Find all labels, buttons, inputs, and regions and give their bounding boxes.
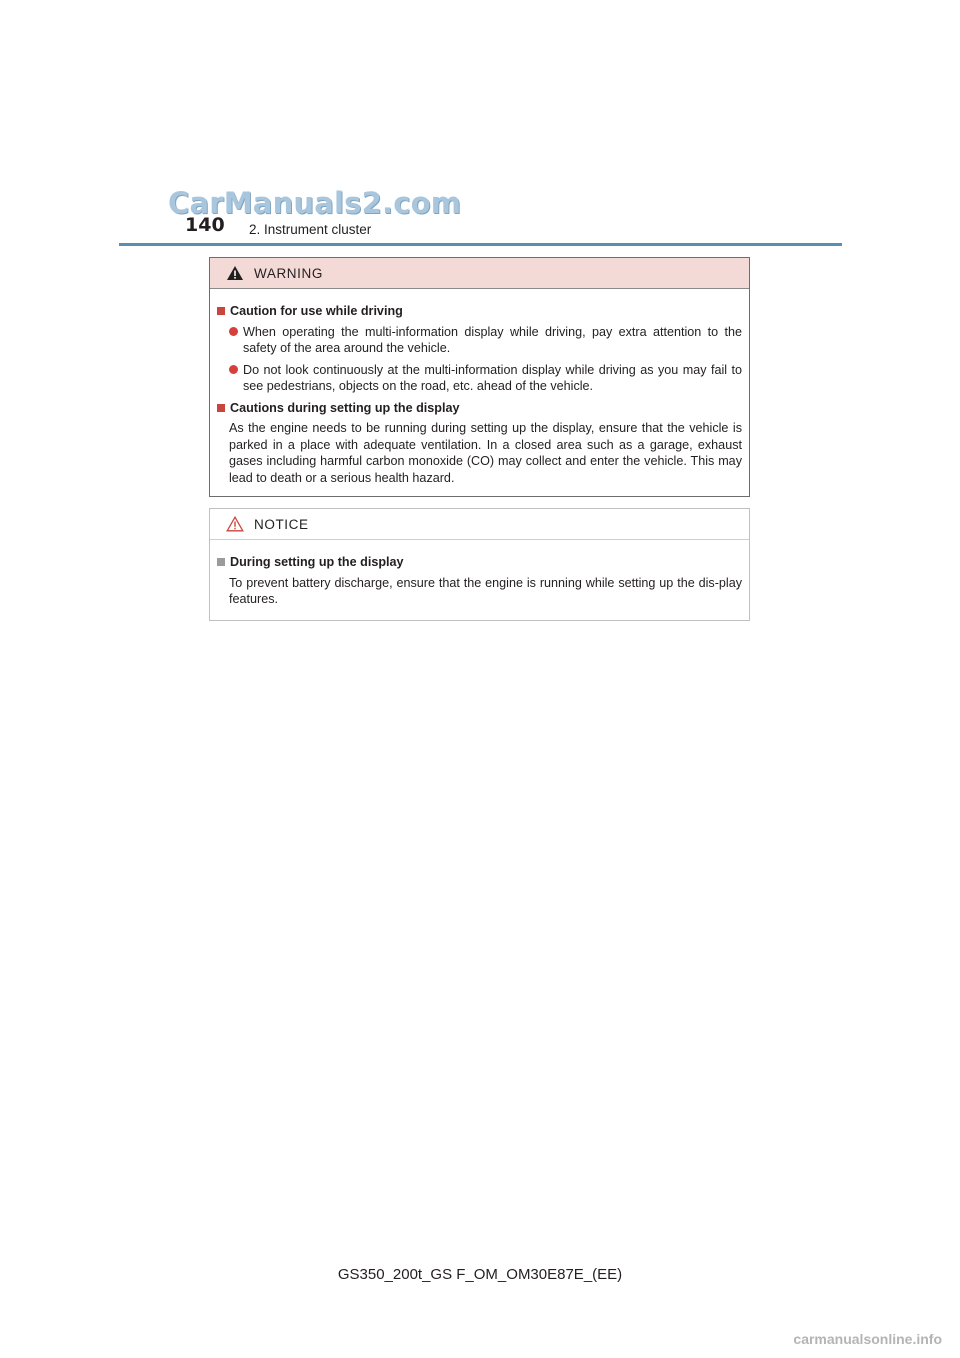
carmanualsonline-watermark: carmanualsonline.info bbox=[793, 1331, 942, 1347]
header-rule bbox=[119, 243, 842, 246]
warning-label: WARNING bbox=[254, 265, 323, 281]
warning-item-heading: Cautions during setting up the display bbox=[217, 400, 742, 417]
notice-box bbox=[209, 508, 750, 621]
warning-bullet: Do not look continuously at the multi-information display while driving as you may fail to see pedestrians, objects on the road, etc. ahead of the vehicle. bbox=[217, 362, 742, 395]
notice-body bbox=[210, 540, 749, 608]
warning-box bbox=[209, 257, 750, 497]
square-bullet-icon bbox=[217, 558, 225, 566]
square-bullet-icon bbox=[217, 404, 225, 412]
section-title: 2. Instrument cluster bbox=[249, 222, 372, 237]
carmanuals2-watermark: CarManuals2.com bbox=[168, 186, 462, 220]
round-bullet-icon bbox=[229, 365, 238, 374]
warning-triangle-icon bbox=[226, 265, 244, 281]
notice-header bbox=[210, 509, 749, 540]
square-bullet-icon bbox=[217, 307, 225, 315]
document-code: GS350_200t_GS F_OM_OM30E87E_(EE) bbox=[337, 1266, 623, 1283]
round-bullet-icon bbox=[229, 327, 238, 336]
notice-paragraph: To prevent battery discharge, ensure that the engine is running while setting up the dis-play features. bbox=[229, 575, 742, 606]
warning-body bbox=[210, 289, 749, 486]
notice-label: NOTICE bbox=[254, 516, 309, 532]
warning-header bbox=[210, 258, 749, 289]
page-number: 140 bbox=[185, 214, 225, 236]
warning-bullet: When operating the multi-information display while driving, pay extra attention to the safety of the area around the vehicle. bbox=[217, 324, 742, 357]
caution-triangle-icon bbox=[226, 516, 244, 532]
warning-item-heading: Caution for use while driving bbox=[217, 303, 742, 320]
notice-item-heading: During setting up the display bbox=[217, 554, 742, 571]
warning-paragraph: As the engine needs to be running during setting up the display, ensure that the vehicle is parked in a place with adequate ventilation. In a closed area such as a garage, exhaust gases including harmful carbon monoxide (CO) may collect and enter the vehicle. This may lead to death or a serious health hazard. bbox=[229, 421, 742, 485]
